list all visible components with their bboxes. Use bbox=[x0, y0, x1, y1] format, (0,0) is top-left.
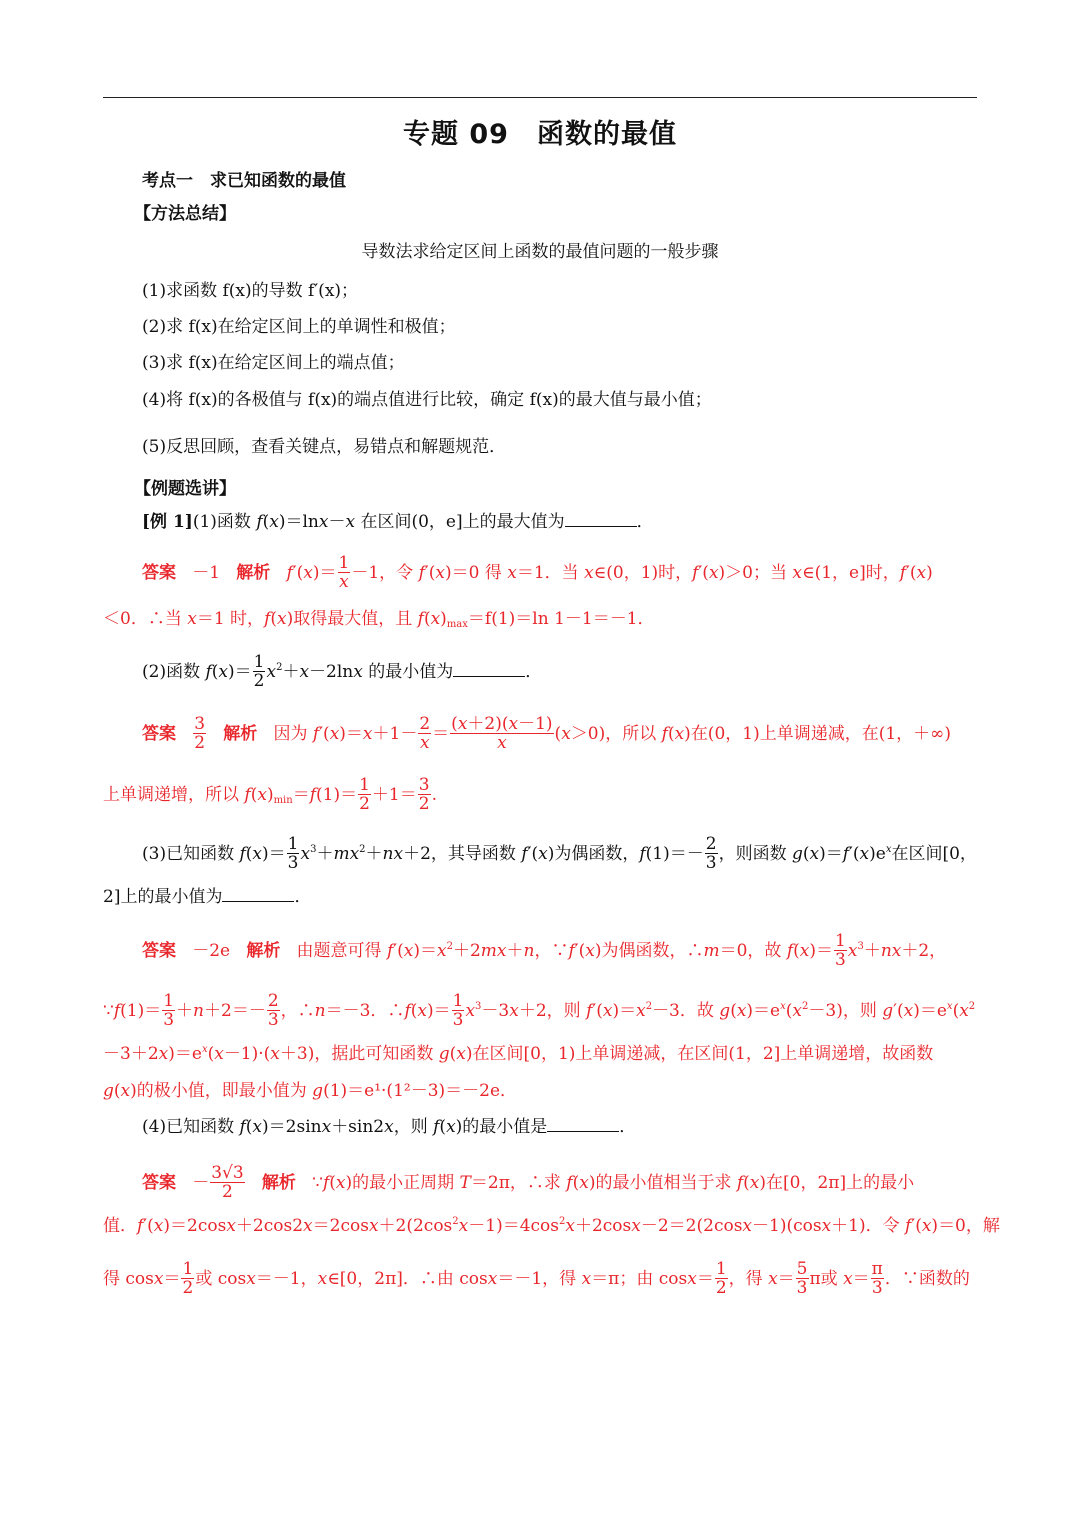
examples-heading: 【例题选讲】 bbox=[134, 479, 236, 499]
method-subtitle: 导数法求给定区间上函数的最值问题的一般步骤 bbox=[361, 242, 719, 262]
problem-3-answer: 答案 －2e 解析 由题意可得 $f'(x)=x^2+2mx+n$，∵f′(x)为偶函数，∴m＝0，故 f(x)＝ $\frac{1}{3}$ $x^3+nx+2$， bbox=[142, 931, 947, 970]
step-4: (4)将 f(x)的各极值与 f(x)的端点值进行比较，确定 f(x)的最大值与最小值； bbox=[142, 390, 712, 410]
step-1: (1)求函数 f(x)的导数 f′(x)； bbox=[142, 281, 359, 301]
problem-1-answer: 答案 －1 解析 f′(x)＝ $\frac{1}{x}$ －1，令 f′(x)＝0 得 x＝1．当 x∈(0，1)时，f′(x)＞0；当 x∈(1，e]时，f′(x) bbox=[142, 553, 933, 592]
problem-2-answer: 答案 $\frac{3}{2}$ 解析 因为 f′(x)＝x＋1－ $\frac{2}{x}$ ＝ $\frac{(x+2)(x-1)}{x}$ (x＞0)，所以 f(x)在(0，1)上单调递减，在(1，＋∞) bbox=[142, 714, 951, 753]
answer-blank bbox=[565, 512, 637, 527]
example-label: [例 1] bbox=[142, 512, 193, 532]
problem-3-question-cont: 2]上的最小值为 ． bbox=[103, 887, 312, 907]
method-heading: 【方法总结】 bbox=[134, 204, 236, 224]
step-2: (2)求 f(x)在给定区间上的单调性和极值； bbox=[142, 317, 456, 337]
problem-3-answer-cont-1: ∵f(1)＝ $\frac{1}{3}$ ＋n＋2＝－ $\frac{2}{3}$ ，∴n＝－3．∴f(x)＝ $\frac{1}{3}$ $x^3-3x+2$，则 $f'(x)=x^2-3$．故 $g(x)=e^x(x^2-3)$，则 $g'(x)=e^x(x^2$ bbox=[103, 991, 976, 1030]
problem-1-question: [例 1](1)函数 f(x)＝lnx－x 在区间(0，e]上的最大值为 ． bbox=[142, 512, 654, 532]
problem-3-answer-cont-3: g(x)的极小值，即最小值为 g(1)＝e¹·(1²－3)＝－2e． bbox=[103, 1081, 518, 1101]
problem-4-answer-cont-1: 值．$f'(x)=2\cos x+2\cos 2x=2\cos x+2(2\cos^2x-1)=4\cos^2x+2\cos x-2=2(2\cos x-1)(\cos x+1)$．令 f′(x)＝0，解 bbox=[103, 1216, 1000, 1236]
step-3: (3)求 f(x)在给定区间上的端点值； bbox=[142, 353, 405, 373]
problem-2-question: (2)函数 f(x)＝ $\frac{1}{2}$ $x^2+x-2\ln x$ 的最小值为 ． bbox=[142, 652, 543, 691]
problem-4-question: (4)已知函数 f(x)＝2sinx＋sin2x，则 f(x)的最小值是 ． bbox=[142, 1117, 637, 1137]
problem-3-question: (3)已知函数 f(x)＝ $\frac{1}{3}$ $x^3+mx^2+nx+2$，其导函数 f′(x)为偶函数，f(1)＝－ $\frac{2}{3}$ ，则函数 $g(x)=f'(x)e^x$在区间[0， bbox=[142, 834, 977, 873]
problem-4-answer: 答案 － $\frac{3√3}{2}$ 解析 ∵f(x)的最小正周期 T＝2π，∴求 f(x)的最小值相当于求 f(x)在[0，2π]上的最小 bbox=[142, 1163, 915, 1202]
problem-2-answer-cont: 上单调递增，所以 $f(x)_{min}=f(1)=$ $\frac{1}{2}$ ＋1＝ $\frac{3}{2}$ . bbox=[103, 775, 437, 814]
section-heading: 考点一 求已知函数的最值 bbox=[142, 171, 346, 191]
problem-3-answer-cont-2: $-3+2x)=e^x(x-1)\cdot(x+3)$，据此可知函数 g(x)在区间[0，1)上单调递减，在区间(1，2]上单调递增，故函数 bbox=[103, 1044, 934, 1064]
step-5: (5)反思回顾，查看关键点，易错点和解题规范． bbox=[142, 437, 507, 457]
problem-4-answer-cont-2: 得 cosx＝ $\frac{1}{2}$ 或 cosx＝－1，x∈[0，2π]．∴由 cosx＝－1，得 x＝π；由 cosx＝ $\frac{1}{2}$ ，得 x＝ $\frac{5}{3}$ π或 x＝ $\frac{\pi}{3}$ ．∵函数的 bbox=[103, 1259, 970, 1298]
header-rule bbox=[103, 97, 977, 98]
page-title: 专题 09 函数的最值 bbox=[403, 119, 677, 150]
problem-1-answer-cont: ＜0．∴当 x＝1 时，f(x)取得最大值，且 $f(x)_{max}=f(1)=\ln$ 1－1＝－1． bbox=[103, 609, 655, 630]
